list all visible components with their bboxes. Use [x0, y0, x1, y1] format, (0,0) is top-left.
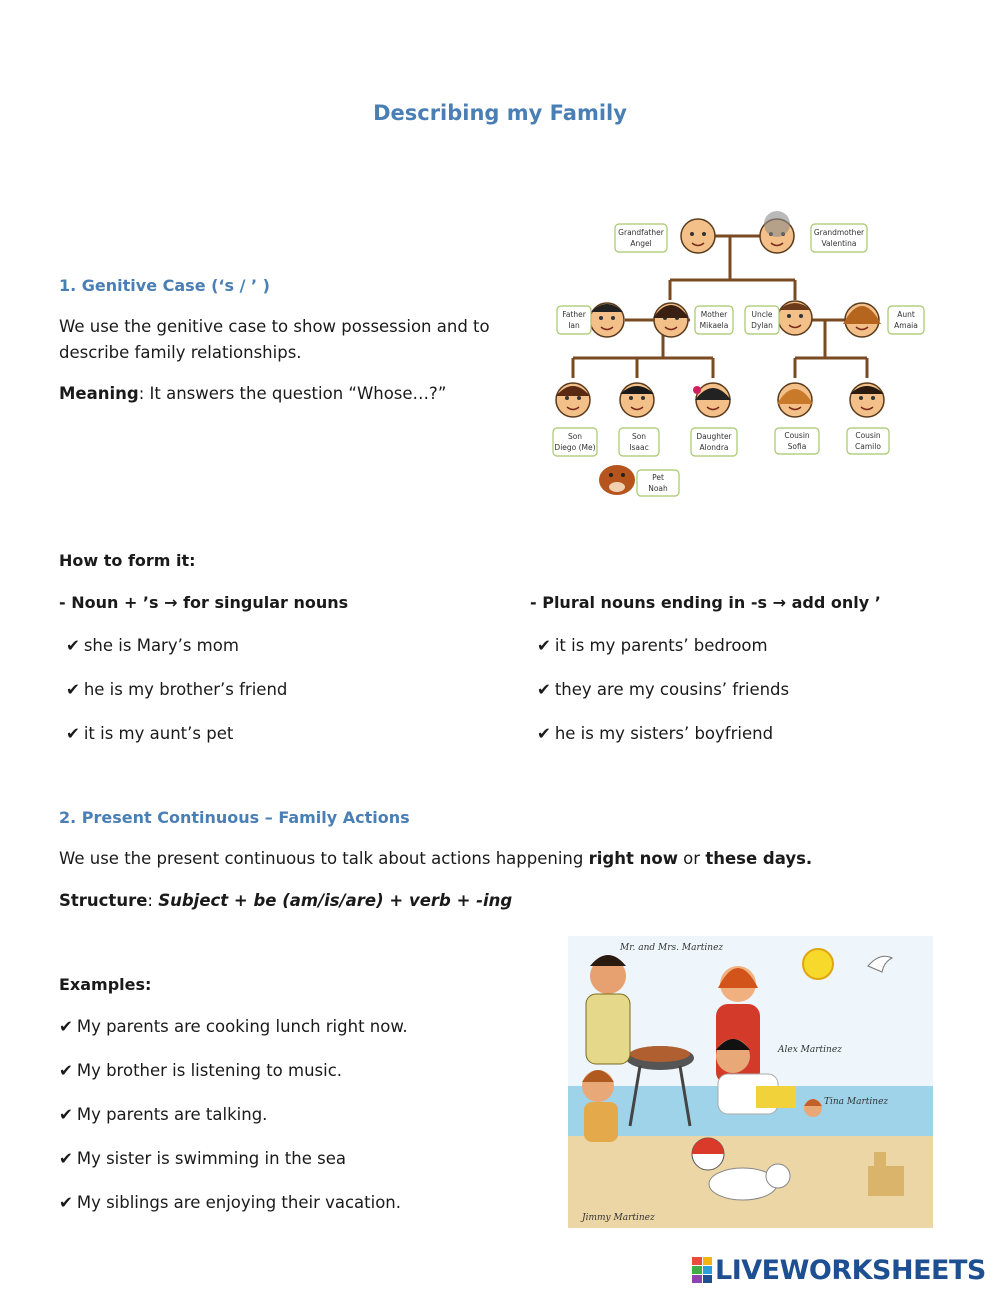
- example-plural-2: ✔ they are my cousins’ friends: [537, 680, 790, 699]
- section1-intro-line2: describe family relationships.: [59, 343, 302, 362]
- svg-text:Valentina: Valentina: [821, 239, 857, 248]
- tag-son-isaac: [619, 428, 659, 456]
- action-example-2: ✔ My brother is listening to music.: [59, 1061, 343, 1080]
- rule-plural: - Plural nouns ending in -s → add only ’: [530, 593, 881, 612]
- dad-figure: [586, 955, 630, 1064]
- beach-ball-icon: [692, 1138, 724, 1170]
- svg-text:Aunt: Aunt: [897, 310, 915, 319]
- tag-cousin-camilo: [847, 428, 889, 454]
- page-title: Describing my Family: [373, 101, 627, 125]
- svg-text:Noah: Noah: [648, 484, 668, 493]
- tag-mother: [695, 306, 733, 334]
- section1-heading: 1. Genitive Case (‘s / ’ ): [59, 276, 270, 295]
- label-alex: Alex Martinez: [778, 1045, 842, 1055]
- structure-formula: Subject + be (am/is/are) + verb + -ing: [158, 891, 513, 910]
- example-singular-3: ✔ it is my aunt’s pet: [66, 724, 234, 743]
- meaning-line: [59, 381, 446, 407]
- svg-text:Grandmother: Grandmother: [813, 228, 865, 237]
- tag-pet: [637, 470, 679, 496]
- svg-text:Angel: Angel: [630, 239, 652, 248]
- action-example-3: ✔ My parents are talking.: [59, 1105, 268, 1124]
- label-jimmy: Jimmy Martinez: [582, 1213, 655, 1223]
- label-tina: Tina Martinez: [824, 1097, 889, 1107]
- svg-text:Uncle: Uncle: [751, 310, 773, 319]
- label-parents: Mr. and Mrs. Martinez: [620, 943, 724, 953]
- tag-aunt: [888, 306, 924, 334]
- tag-grandfather: [615, 224, 667, 252]
- meaning-text: : It answers the question “Whose…?”: [138, 384, 447, 403]
- svg-text:Mikaela: Mikaela: [699, 321, 729, 330]
- example-singular-1: ✔ she is Mary’s mom: [66, 636, 239, 655]
- action-example-4: ✔ My sister is swimming in the sea: [59, 1149, 346, 1168]
- svg-text:Alondra: Alondra: [699, 443, 729, 452]
- tag-father: [557, 306, 591, 334]
- tag-cousin-sofia: [775, 428, 819, 454]
- tag-uncle: [745, 306, 779, 334]
- svg-text:Camilo: Camilo: [855, 442, 881, 451]
- tina-figure: [804, 1099, 822, 1117]
- svg-text:Cousin: Cousin: [784, 431, 810, 440]
- sun-icon: [803, 949, 833, 979]
- svg-text:Amaia: Amaia: [894, 321, 918, 330]
- svg-text:Dylan: Dylan: [751, 321, 773, 330]
- svg-text:Mother: Mother: [700, 310, 728, 319]
- meaning-label: Meaning: [59, 384, 139, 403]
- tag-daughter: [691, 428, 737, 456]
- beach-family-illustration: [568, 936, 933, 1228]
- svg-text:Isaac: Isaac: [629, 443, 649, 452]
- example-plural-1: ✔ it is my parents’ bedroom: [537, 636, 768, 655]
- section1-intro-line1: We use the genitive case to show possession and to: [59, 317, 490, 336]
- svg-text:Father: Father: [562, 310, 586, 319]
- svg-text:Son: Son: [631, 432, 647, 441]
- example-plural-3: ✔ he is my sisters’ boyfriend: [537, 724, 774, 743]
- rule-singular: - Noun + ’s → for singular nouns: [59, 593, 349, 612]
- svg-text:Son: Son: [567, 432, 583, 441]
- liveworksheets-logo: [692, 1255, 986, 1285]
- grandfather-face-icon: [681, 219, 715, 253]
- logo-text: LIVEWORKSHEETS: [715, 1254, 986, 1286]
- action-example-1: ✔ My parents are cooking lunch right now.: [59, 1017, 408, 1036]
- svg-text:Sofia: Sofia: [787, 442, 807, 451]
- svg-text:Daughter: Daughter: [696, 432, 732, 441]
- pet-dog-icon: [599, 465, 635, 495]
- examples-heading: Examples:: [59, 975, 152, 994]
- jimmy-figure: [582, 1070, 618, 1142]
- logo-mark-icon: [692, 1257, 712, 1283]
- svg-text:Ian: Ian: [568, 321, 580, 330]
- example-singular-2: ✔ he is my brother’s friend: [66, 680, 288, 699]
- svg-text:Diego (Me): Diego (Me): [554, 443, 596, 452]
- svg-text:Pet: Pet: [652, 473, 664, 482]
- svg-text:Grandfather: Grandfather: [618, 228, 664, 237]
- tag-grandmother: [811, 224, 867, 252]
- svg-text:Cousin: Cousin: [855, 431, 881, 440]
- howto-heading: How to form it:: [59, 551, 196, 570]
- section2-heading: 2. Present Continuous – Family Actions: [59, 808, 410, 827]
- tag-son-diego: [553, 428, 597, 456]
- family-tree-illustration: [545, 200, 940, 505]
- structure-line: Structure: Subject + be (am/is/are) + verb + -ing: [59, 891, 513, 910]
- section2-intro: We use the present continuous to talk about actions happening right now or these days.: [59, 849, 813, 868]
- action-example-5: ✔ My siblings are enjoying their vacation.: [59, 1193, 402, 1212]
